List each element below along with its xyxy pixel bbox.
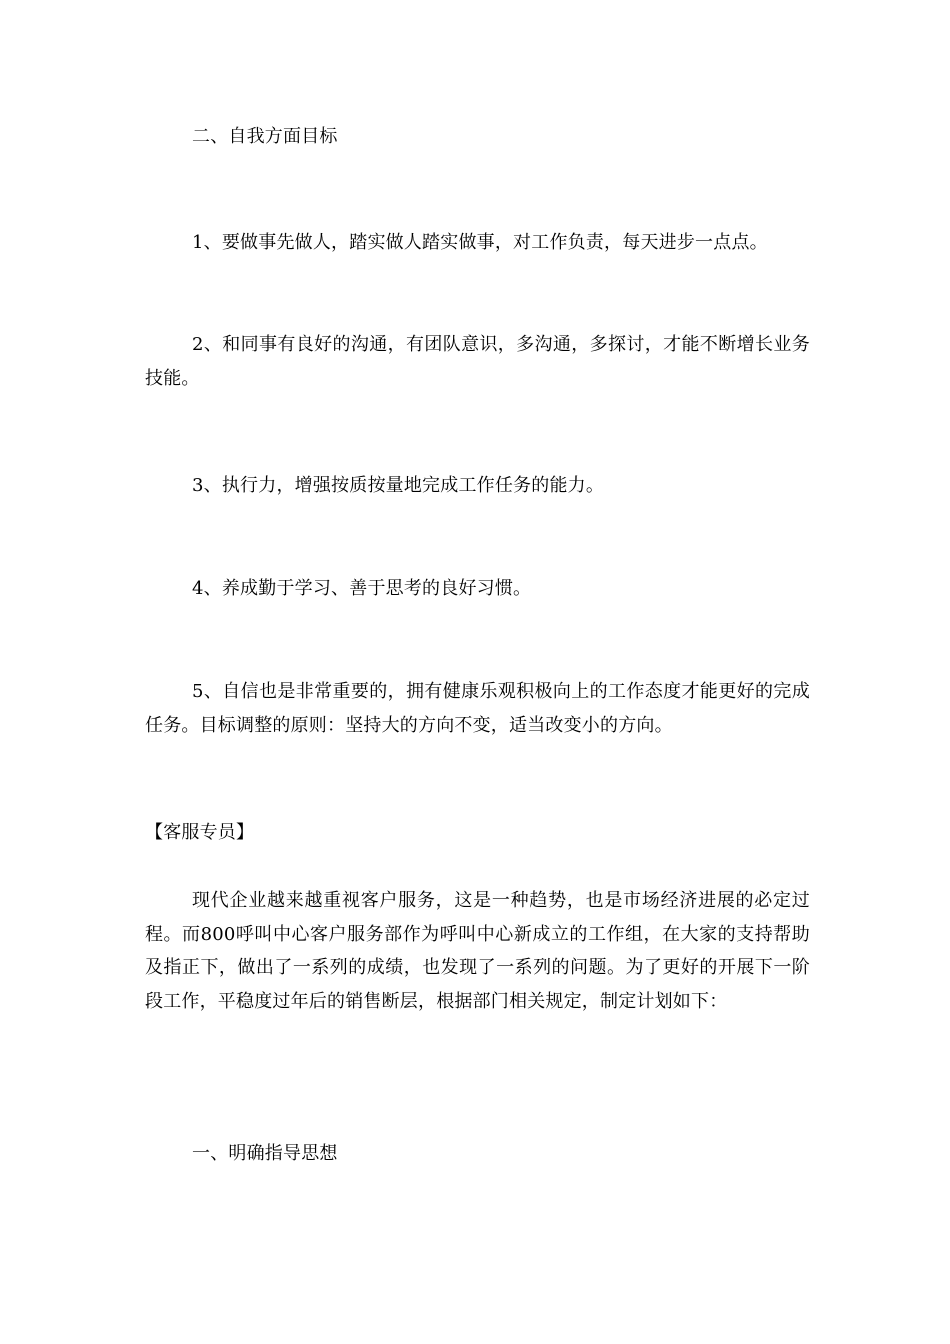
goal-item-3: 3、执行力，增强按质按量地完成工作任务的能力。 <box>192 475 605 496</box>
goal-item-2: 2、和同事有良好的沟通，有团队意识，多沟通，多探讨，才能不断增长业务技能。 <box>145 334 810 389</box>
intro-paragraph: 现代企业越来越重视客户服务，这是一种趋势，也是市场经济进展的必定过程。而800呼叫中心客户服务部作为呼叫中心新成立的工作组，在大家的支持帮助及指正下，做出了一系列的成绩，也发现了一系列的问题。为了更好的开展下一阶段工作，平稳度过年后的销售断层，根据部门相关规定，制定计划如下： <box>145 890 810 1012</box>
section-heading-self-goals: 二、自我方面目标 <box>192 126 338 147</box>
goal-item-1: 1、要做事先做人，踏实做人踏实做事，对工作负责，每天进步一点点。 <box>192 232 768 253</box>
section-title-customer-service: 【客服专员】 <box>145 822 255 843</box>
goal-item-5: 5、自信也是非常重要的，拥有健康乐观积极向上的工作态度才能更好的完成任务。目标调整的原则：坚持大的方向不变，适当改变小的方向。 <box>145 681 810 736</box>
goal-item-4: 4、养成勤于学习、善于思考的良好习惯。 <box>192 578 532 599</box>
section-heading-guiding-ideas: 一、明确指导思想 <box>192 1143 338 1164</box>
